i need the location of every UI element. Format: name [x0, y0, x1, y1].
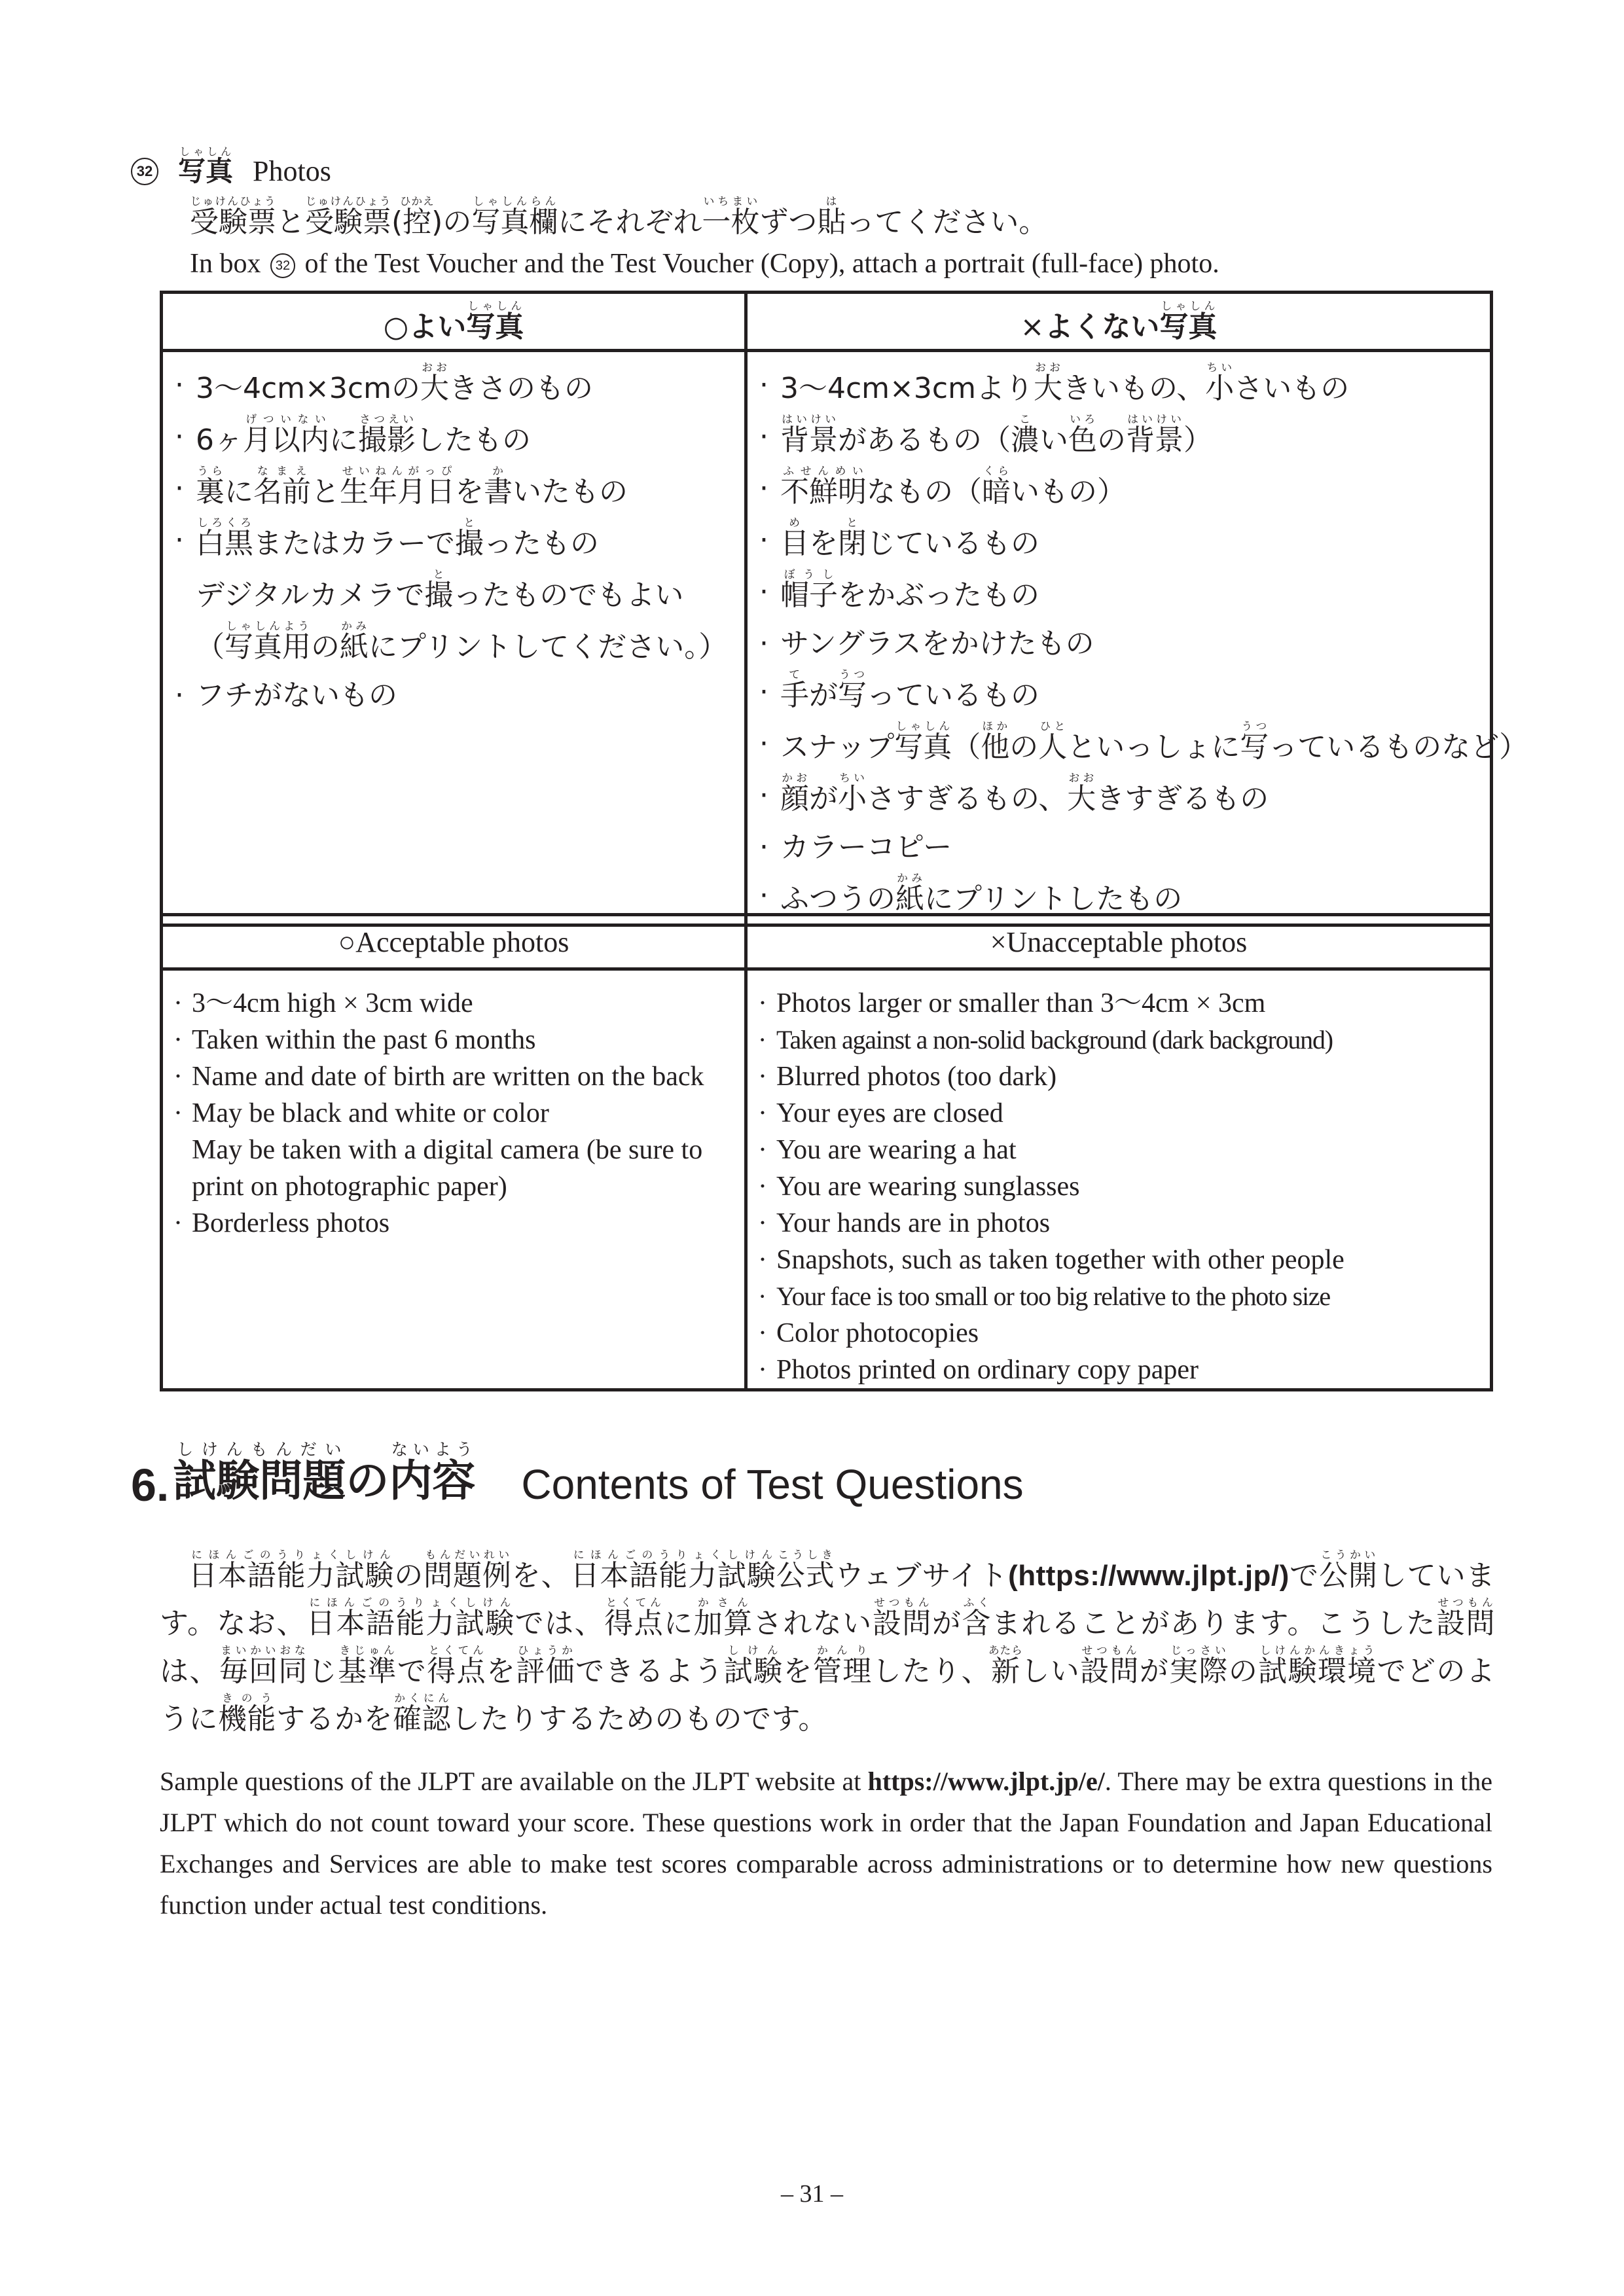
unacceptable-photos-header: ×Unacceptable photos: [746, 915, 1492, 969]
list-item: · Your eyes are closed: [758, 1098, 1003, 1128]
acceptable-photos-list: [173, 985, 735, 1242]
section-number: 6.: [131, 1460, 170, 1511]
circled-number-32-inline: 32: [270, 253, 295, 278]
list-item: · サングラスをかけたもの: [759, 627, 1094, 660]
list-item: · フチがないもの: [175, 679, 397, 712]
item-32-heading: [131, 145, 331, 189]
list-item: · 裏うらに名前なまえと生年月日せいねんがっぴを書かいたもの: [175, 464, 628, 509]
list-item: · Photos larger or smaller than 3〜4cm × 3cm: [758, 988, 1266, 1018]
item-title-jp: 写真しゃしん: [178, 145, 234, 187]
photo-requirements-table-jp: [160, 291, 1528, 927]
instruction-jp: 受験票じゅけんひょうと受験票じゅけんひょう(控ひかえ)の写真欄しゃしんらんにそれぞれ一枚いちまいずつ貼はってください。: [190, 194, 1048, 239]
acceptable-photos-header: ○Acceptable photos: [162, 915, 746, 969]
list-item: · You are wearing sunglasses: [758, 1172, 1080, 1202]
list-item: · Taken against a non-solid background (dark background): [758, 1025, 1333, 1054]
list-item: · 6ヶ月以内げついないに撮影さつえいしたもの: [175, 412, 531, 457]
section-6-paragraph-jp: 日本語能力試験にほんごのうりょくしけんの問題例もんだいれいを、日本語能力試験にほんごのうりょくしけん公式こうしきウェブサイト(https://www.jlpt.jp/)で公開こうかいしています。なお、日本語能力試験にほんごのうりょくしけんでは、得点とくてんに加算かさんされない設問せつもんが含ふくまれることがあります。こうした設問せつもんは、毎回同まいかいおなじ基準きじゅんで得点とくてんを評価ひょうかできるよう試験しけんを管理かんりしたり、新あたらしい設問せつもんが実際じっさいの試験環境しけんかんきょうでどのように機能きのうするかを確認かくにんしたりするためのものです。: [160, 1548, 1496, 1736]
list-item: · Snapshots, such as taken together with other people: [758, 1245, 1344, 1275]
section-6-paragraph-en: [160, 1761, 1492, 1926]
list-item: · Your face is too small or too big relative to the photo size: [758, 1282, 1330, 1311]
list-item: · 不鮮明ふせんめいなもの（暗くらいもの）: [759, 464, 1126, 509]
list-item: · 目めを閉とじているもの: [759, 516, 1039, 560]
list-item: · 手てが写うつっているもの: [759, 668, 1039, 712]
acceptable-photos-cell: [162, 969, 746, 1390]
list-item: · 白黒しろくろまたはカラーで撮とったもの: [175, 516, 599, 560]
list-item: · May be black and white or color: [173, 1098, 549, 1128]
list-item: · Name and date of birth are written on the back: [173, 1062, 704, 1092]
cross-mark-icon: ×: [1020, 310, 1045, 344]
instruction-en: [190, 246, 1219, 282]
list-item-continuation: デジタルカメラで撮とったものでもよい: [196, 567, 684, 612]
circled-number-32: 32: [131, 158, 158, 185]
good-photos-list-jp: [175, 361, 734, 720]
list-item: · 帽子ぼうしをかぶったもの: [759, 567, 1039, 612]
list-item: · Borderless photos: [173, 1208, 390, 1238]
list-item: · Your hands are in photos: [758, 1208, 1051, 1238]
list-item-continuation: （写真用しゃしんようの紙かみにプリントしてください。）: [196, 619, 728, 664]
list-item: · ふつうの紙かみにプリントしたもの: [759, 871, 1183, 916]
bad-photos-header-jp: [746, 293, 1492, 351]
list-item: · 3〜4cm high × 3cm wide: [173, 988, 473, 1018]
section-title-jp: 試験問題しけんもんだいの内容ないよう: [173, 1440, 476, 1506]
unacceptable-photos-cell: [746, 969, 1492, 1390]
list-item: · 背景はいけいがあるもの（濃こい色いろの背景はいけい）: [759, 412, 1212, 457]
list-item: · カラーコピー: [759, 831, 952, 864]
instruction-en-before: In box: [190, 249, 261, 279]
para-en-text-2: . There may be extra questions in the JLPT which do not count toward your score. These questions work in order that the Japan Foundation and Japan Educational Exchanges and Services are able to make test scores comparable across administrations or to determine how new questions function under actual test conditions.: [160, 1767, 1492, 1920]
item-title-en: Photos: [253, 154, 331, 187]
list-item: · 3〜4cm×3cmより大おおきいもの、小ちいさいもの: [759, 361, 1350, 405]
bad-photos-header-text: よくない写真しゃしん: [1044, 299, 1218, 344]
list-item: · You are wearing a hat: [758, 1135, 1017, 1165]
bad-photos-cell-jp: [746, 351, 1528, 925]
page-number: – 31 –: [781, 2180, 843, 2208]
circle-mark-icon: ○: [383, 310, 409, 344]
bad-photos-list-jp: [759, 361, 1528, 924]
list-item: · 顔かおが小ちいさすぎるもの、大おおきすぎるもの: [759, 771, 1269, 816]
jlpt-website-link[interactable]: https://www.jlpt.jp/e/: [867, 1767, 1105, 1796]
unacceptable-photos-list: [758, 985, 1481, 1388]
section-title-en: Contents of Test Questions: [521, 1461, 1024, 1509]
good-photos-header-jp: [162, 293, 746, 351]
para-en-text-1: Sample questions of the JLPT are available on the JLPT website at: [160, 1767, 868, 1796]
instruction-en-after: of the Test Voucher and the Test Voucher (Copy), attach a portrait (full-face) photo.: [304, 249, 1219, 279]
list-item: · Color photocopies: [758, 1318, 979, 1348]
list-item: · Photos printed on ordinary copy paper: [758, 1355, 1199, 1385]
list-item: · Blurred photos (too dark): [758, 1062, 1057, 1092]
list-item: · 3〜4cm×3cmの大おおきさのもの: [175, 361, 593, 405]
section-6-heading: [131, 1440, 1024, 1511]
list-item: · スナップ写真しゃしん（他ほかの人ひとといっしょに写うつっているものなど）: [759, 719, 1528, 764]
good-photos-cell-jp: [162, 351, 746, 925]
list-item: · Taken within the past 6 months: [173, 1025, 536, 1055]
good-photos-header-text: よい写真しゃしん: [408, 299, 524, 344]
photo-requirements-table-en: [160, 913, 1493, 1391]
list-item-continuation: May be taken with a digital camera (be sure to print on photographic paper): [192, 1135, 703, 1202]
